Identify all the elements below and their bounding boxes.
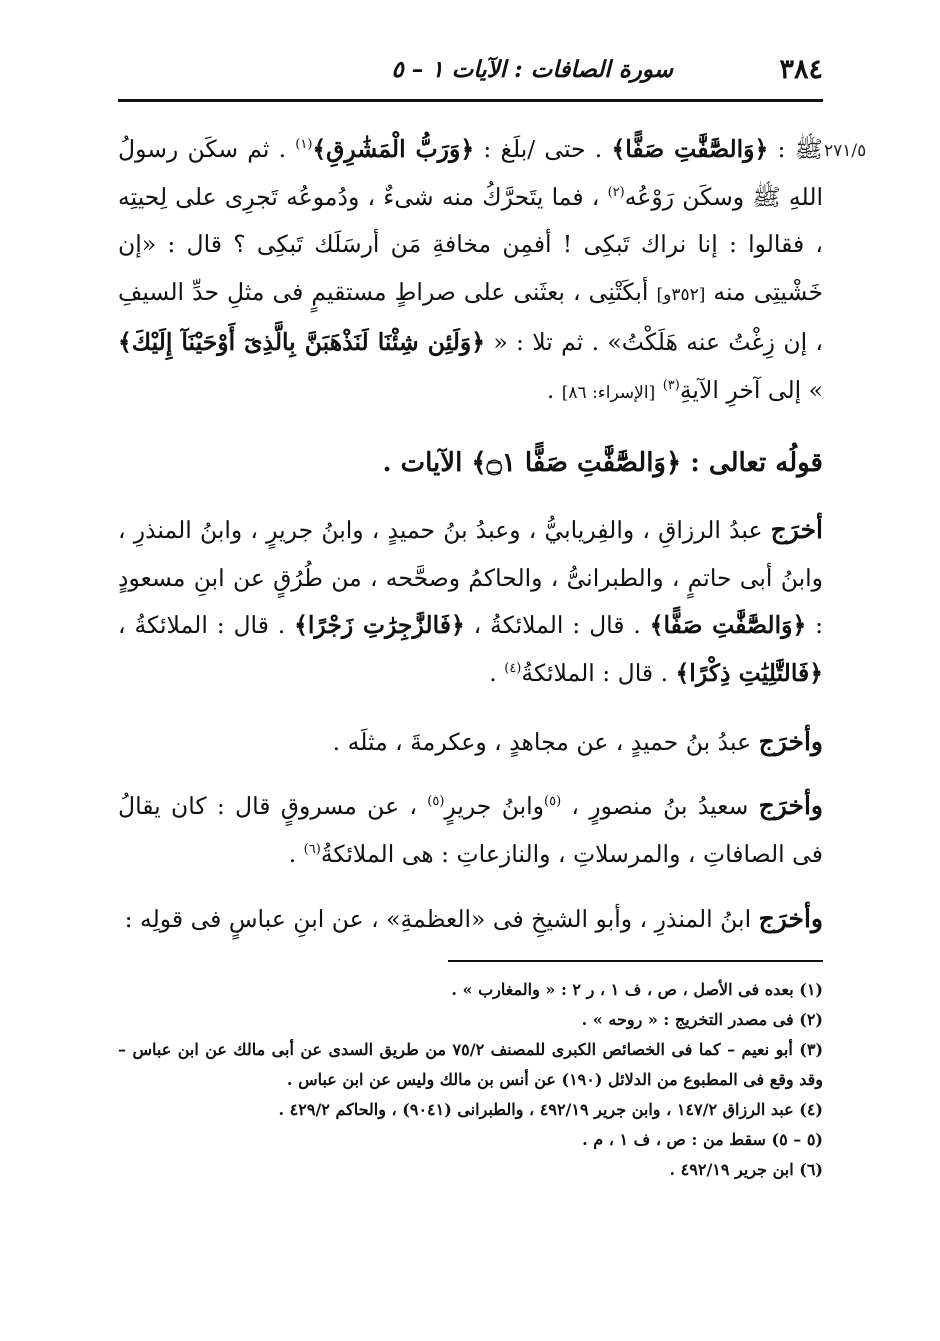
- hadith-paragraph: [118, 126, 823, 417]
- footnote-marker: (٦): [303, 841, 321, 857]
- quran-verse: ﴿فَالزَّٰجِرَٰتِ زَجْرًا﴾: [294, 611, 465, 639]
- text-segment: ، فما يتَحرَّكُ منه شىءٌ ، ودُموعُه تَجرِى على لِحيتِه ، فقالوا : إنا نراك تَبكِى ! أفمِن مخافةِ مَن أرسَلَك تَبكِى ؟ قال : «إن خَشْيتِى منه: [118, 182, 824, 306]
- text-segment: .: [288, 839, 304, 868]
- text-segment: ، عن مسروقٍ قال : كان يقالُ فى الصافاتِ ، والمرسلاتِ ، والنازعاتِ : هى الملائكةُ: [118, 792, 823, 868]
- narration-paragraph: [118, 895, 823, 944]
- footnote-marker: (٥): [544, 794, 562, 810]
- footnote: (٤) عبد الرزاق ١٤٧/٢ ، وابن جرير ٤٩٢/١٩ ، والطبرانى (٩٠٤١) ، والحاكم ٤٢٩/٢ .: [278, 1100, 823, 1119]
- paragraph-lead-word: وأخرَج: [758, 904, 823, 933]
- text-segment: ﷺ :: [768, 135, 824, 163]
- text-segment: سعيدُ بنُ منصورٍ ،: [561, 792, 759, 820]
- text-segment: » إلى آخرِ الآيةِ: [679, 375, 823, 404]
- paragraph-lead-word: وأخرَج: [758, 727, 823, 756]
- running-title: سورة الصافات : الآيات ١ – ٥: [391, 56, 673, 83]
- quran-verse: ﴿وَالصَّٰٓفَّٰتِ صَفًّا﴾: [611, 135, 769, 163]
- footnote: (١) بعده فى الأصل ، ص ، ف ١ ، ر ٢ : « والمغارب » .: [451, 980, 823, 999]
- quran-verse: ﴿وَرَبُّ الْمَشَٰرِقِ﴾: [312, 135, 475, 163]
- section-heading: [118, 448, 823, 478]
- heading-lead: قولُه تعالى :: [681, 448, 823, 478]
- footnotes: [118, 975, 823, 1185]
- footnote-marker: (١): [295, 137, 313, 153]
- quran-verse: ﴿وَالصَّٰٓفَّٰتِ صَفًّا﴾: [649, 611, 807, 639]
- page-number: ٣٨٤: [779, 54, 823, 85]
- text-segment: . قال : الملائكةُ ،: [118, 611, 295, 639]
- quran-verse: ﴿وَالصَّٰٓفَّٰتِ صَفًّا ۝١﴾: [471, 448, 682, 478]
- footnote: (٣) أبو نعيم – كما فى الخصائص الكبرى للمصنف ٧٥/٢ من طريق السدى عن أبى مالك عن ابن عباس – وقد وقع فى المطبوع من الدلائل (١٩٠) عن أنس بن مالك وليس عن ابن عباس .: [118, 1040, 824, 1089]
- header-rule: [118, 99, 823, 102]
- text-segment: .: [546, 375, 562, 404]
- page-header: [118, 50, 823, 94]
- footnote: (٦) ابن جرير ٤٩٢/١٩ .: [669, 1160, 823, 1179]
- surah-reference: [الإسراء: ٨٦]: [561, 382, 656, 403]
- footnote-marker: (٤): [504, 660, 522, 676]
- narration-paragraph: [118, 506, 823, 697]
- margin-reference: ٢٧١/٥: [824, 141, 867, 161]
- text-segment: عبدُ الرزاقِ ، والفِريابيُّ ، وعبدُ بنُ حميدٍ ، وابنُ جريرٍ ، وابنُ المنذرِ ، وابنُ أبى حاتمٍ ، والطبرانىُّ ، والحاكمُ وصحَّحه ، من طُرُقٍ عن ابنِ مسعودٍ :: [118, 516, 824, 639]
- footnote: (٢) فى مصدر التخريج : « روحه » .: [581, 1010, 823, 1029]
- text-segment: . ثم سكَن رسولُ اللهِ ﷺ وسكَن رَوْعُه: [118, 135, 824, 211]
- text-segment: وابنُ جريرٍ: [444, 792, 544, 820]
- footnote-marker: (٥): [427, 794, 445, 810]
- paragraph-lead-word: أخرَج: [770, 515, 823, 544]
- text-segment: أبكَتْنِى ، بعثَنى على صراطٍ مستقيمٍ فى مثلِ حدِّ السيفِ ، إن زِغْتُ عنه هَلَكْتُ» . ثم تلا : «: [118, 277, 823, 356]
- narration-paragraph: [118, 718, 823, 767]
- quran-verse: ﴿وَلَئِن شِئْنَا لَنَذْهَبَنَّ بِالَّذِىٓ أَوْحَيْنَآ إِلَيْكَ﴾: [118, 328, 486, 356]
- footnote-marker: (٣): [662, 377, 680, 393]
- heading-tail: الآيات .: [382, 448, 472, 478]
- quran-verse: ﴿فَالتَّٰلِيَٰتِ ذِكْرًا﴾: [675, 658, 823, 687]
- text-segment: .: [489, 658, 505, 687]
- narration-paragraph: [118, 782, 823, 878]
- text-segment: ابنُ المنذرِ ، وأبو الشيخِ فى «العظمةِ» ، عن ابنِ عباسٍ فى قولِه :: [124, 905, 759, 933]
- footnote-marker: (٢): [607, 184, 625, 200]
- text-segment: . قال : الملائكةُ: [521, 658, 676, 687]
- text-segment: . حتى /بلَغ :: [474, 135, 612, 163]
- text-segment: عبدُ بنُ حميدٍ ، عن مجاهدٍ ، وعكرمةَ ، مثلَه .: [332, 728, 759, 756]
- footnote: (٥ – ٥) سقط من : ص ، ف ١ ، م .: [582, 1130, 823, 1149]
- text-segment: [655, 376, 662, 404]
- footnote-rule: [448, 960, 823, 962]
- manuscript-folio-ref: [٣٥٢و]: [656, 284, 706, 305]
- paragraph-lead-word: وأخرَج: [758, 791, 823, 820]
- text-segment: . قال : الملائكةُ ،: [464, 611, 650, 639]
